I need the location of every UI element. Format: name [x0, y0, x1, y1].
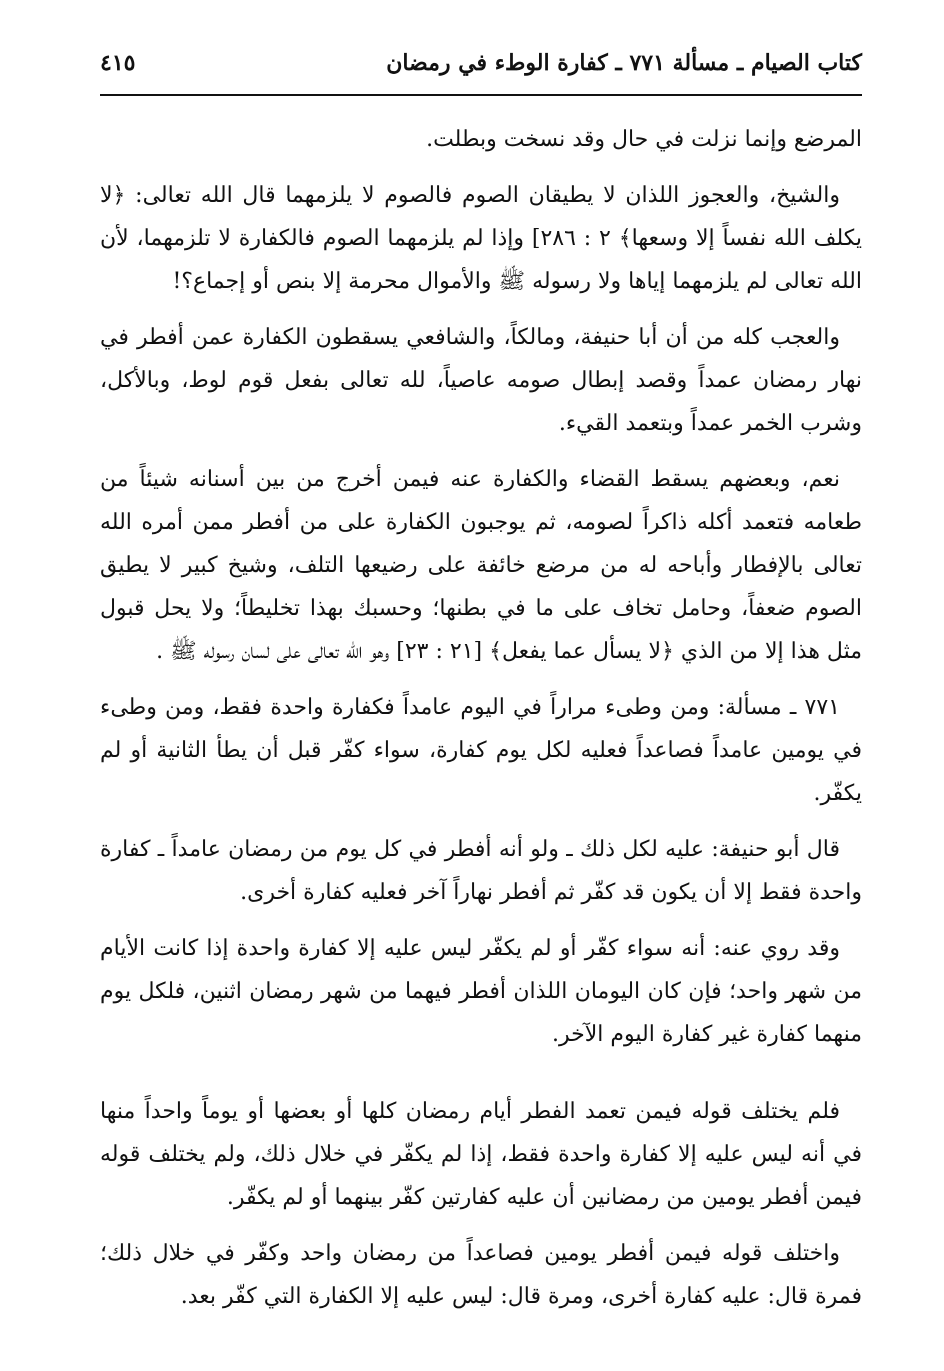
paragraph-9: واختلف قوله فيمن أفطر يومين فصاعداً من رمضان واحد وكفّر في خلال ذلك؛ فمرة قال: عليه كفارة أخرى، ومرة قال: ليس عليه إلا الكفارة التي كفّر بعد.	[100, 1241, 862, 1309]
running-header	[100, 50, 862, 90]
book-page	[100, 50, 862, 1331]
page-number: ٤١٥	[100, 50, 136, 76]
paragraph-4: نعم، وبعضهم يسقط القضاء والكفارة عنه فيمن أخرج من بين أسنانه شيئاً من طعامه فتعمد أكله ذاكراً لصومه، ثم يوجبون الكفارة على من أفطر ممن أمره الله تعالى بالإفطار وأباحه له من مرضع خائفة على رضيعها التلف، وشيخ كبير لا يطيق الصوم ضعفاً، وحامل تخاف على ما في بطنها؛ وحسبك بهذا تخليطاً؛ ولا يحل قبول مثل هذا إلا من الذي ﴿لا يسأل عما يفعل﴾ [٢١ : ٢٣] وهو الله تعالى على لسان رسوله ﷺ .	[100, 467, 862, 664]
paragraph-6: قال أبو حنيفة: عليه لكل ذلك ـ ولو أنه أفطر في كل يوم من رمضان عامداً ـ كفارة واحدة فقط إلا أن يكون قد كفّر ثم أفطر نهاراً آخر فعليه كفارة أخرى.	[100, 837, 862, 905]
header-rule	[100, 94, 862, 96]
paragraph-2: والشيخ، والعجوز اللذان لا يطيقان الصوم فالصوم لا يلزمهما قال الله تعالى: ﴿لا يكلف الله نفساً إلا وسعها﴾ ٢ : ٢٨٦] وإذا لم يلزمهما الصوم فالكفارة لا تلزمهما، لأن الله تعالى لم يلزمهما إياها ولا رسوله ﷺ والأموال محرمة إلا بنص أو إجماع؟!	[100, 183, 863, 294]
chapter-title: كتاب الصيام ـ مسألة ٧٧١ ـ كفارة الوطء في رمضان	[386, 50, 862, 76]
paragraph-3: والعجب كله من أن أبا حنيفة، ومالكاً، والشافعي يسقطون الكفارة عمن أفطر في نهار رمضان عمداً وقصد إبطال صومه عاصياً، لله تعالى بفعل قوم لوط، وبالأكل، وشرب الخمر عمداً وبتعمد القيء.	[100, 325, 862, 436]
paragraph-1: المرضع وإنما نزلت في حال وقد نسخت وبطلت.	[426, 127, 862, 152]
issue-771-paragraph: ٧٧١ ـ مسألة: ومن وطىء مراراً في اليوم عامداً فكفارة واحدة فقط، ومن وطىء في يومين عامداً فصاعداً فعليه لكل يوم كفارة، سواء كفّر قبل أن يطأ الثانية أو لم يكفّر.	[100, 695, 862, 806]
paragraph-7: وقد روي عنه: أنه سواء كفّر أو لم يكفّر ليس عليه إلا كفارة واحدة إذا كانت الأيام من شهر واحد؛ فإن كان اليومان اللذان أفطر فيهما من شهر رمضان اثنين، فلكل يوم منهما كفارة غير كفارة اليوم الآخر.	[100, 936, 862, 1047]
paragraph-8: فلم يختلف قوله فيمن تعمد الفطر أيام رمضان كلها أو بعضها أو يوماً واحداً منها في أنه ليس عليه إلا كفارة واحدة فقط، إذا لم يكفّر في خلال ذلك، ولم يختلف قوله فيمن أفطر يومين من رمضانين أن عليه كفارتين كفّر بينهما أو لم يكفّر.	[100, 1099, 862, 1210]
